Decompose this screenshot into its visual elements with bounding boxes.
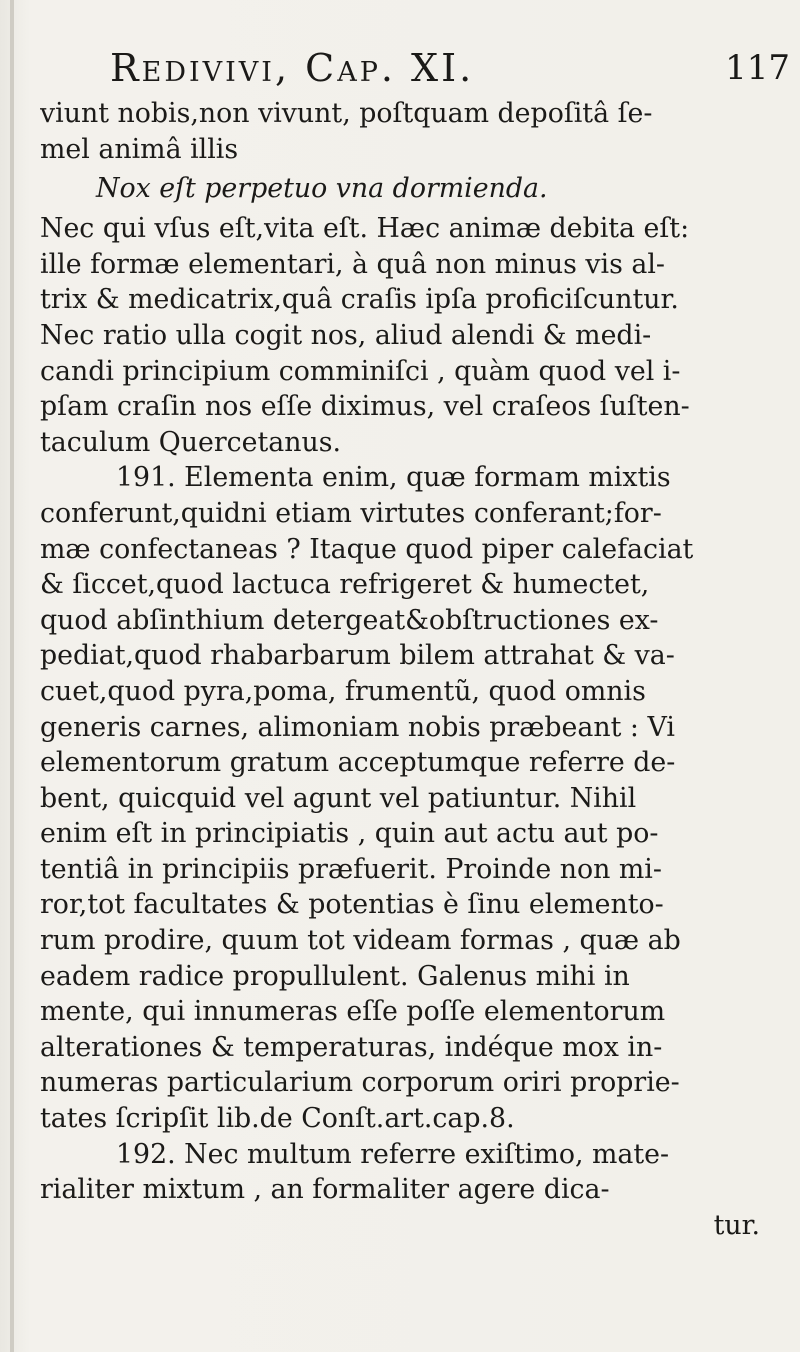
text-line: mæ confectaneas ? Itaque quod piper calefaciat <box>40 533 694 565</box>
text-line: ror,tot facultates & potentias è ſinu elemento- <box>40 889 664 921</box>
text-line: bent, quicquid vel agunt vel patiuntur. Nihil <box>40 782 637 814</box>
text-line: cuet,quod pyra,poma, frumentũ, quod omnis <box>40 675 646 707</box>
text-line: candi principium comminiſci , quàm quod vel i- <box>40 355 681 387</box>
text-line: rialiter mixtum , an formaliter agere dica- <box>40 1174 610 1206</box>
text-line: conferunt,quidni etiam virtutes conferant;for- <box>40 497 662 529</box>
text-line: ille formæ elementari, à quâ non minus vis al- <box>40 248 665 280</box>
text-line: tates ſcripſit lib.de Conſt.art.cap.8. <box>40 1103 515 1135</box>
catchword: tur. <box>713 1209 760 1241</box>
text-line: viunt nobis,non vivunt, poſtquam depoſitâ ſe- <box>40 98 653 129</box>
text-line: pediat,quod rhabarbarum bilem attrahat & va- <box>40 640 675 672</box>
section-start-line: 192. Nec multum referre exiſtimo, mate- <box>116 1138 670 1170</box>
text-line: Nec qui vſus eſt,vita eſt. Hæc animæ debita eſt: <box>40 213 690 245</box>
text-line: Nec ratio ulla cogit nos, aliud alendi & medi- <box>40 319 652 351</box>
body-text <box>40 68 800 1243</box>
text-line: numeras particularium corporum oriri proprie- <box>40 1067 680 1099</box>
text-line: trix & medicatrix,quâ craſis ipſa proficiſcuntur. <box>40 284 679 316</box>
page-binding-edge <box>10 0 14 1352</box>
text-line: taculum Quercetanus. <box>40 426 342 458</box>
text-line: elementorum gratum acceptumque referre de- <box>40 747 676 779</box>
text-line: generis carnes, alimoniam nobis præbeant : Vi <box>40 711 675 743</box>
text-line: rum prodire, quum tot videam formas , quæ ab <box>40 925 681 957</box>
text-line: & ſiccet,quod lactuca refrigeret & humectet, <box>40 569 650 601</box>
running-head: Redivivi, Cap. XI. <box>110 46 475 90</box>
quote-line: Nox eſt perpetuo vna dormienda. <box>96 173 548 205</box>
text-line: quod abſinthium detergeat&obſtructiones ex- <box>40 604 659 636</box>
text-line: enim eſt in principiatis , quin aut actu aut po- <box>40 818 659 850</box>
text-line: tentiâ in principiis præfuerit. Proinde non mi- <box>40 853 662 885</box>
text-line: mel animâ illis <box>40 133 239 165</box>
section-start-line: 191. Elementa enim, quæ formam mixtis <box>116 462 671 494</box>
page-number: 117 <box>725 48 790 88</box>
text-line: alterationes & temperaturas, indéque mox in- <box>40 1031 663 1063</box>
text-line: pſam craſin nos eſſe diximus, vel craſeos ſuſten- <box>40 391 690 423</box>
text-line: eadem radice propullulent. Galenus mihi in <box>40 960 630 992</box>
text-line: mente, qui innumeras eſſe poſſe elementorum <box>40 996 666 1028</box>
